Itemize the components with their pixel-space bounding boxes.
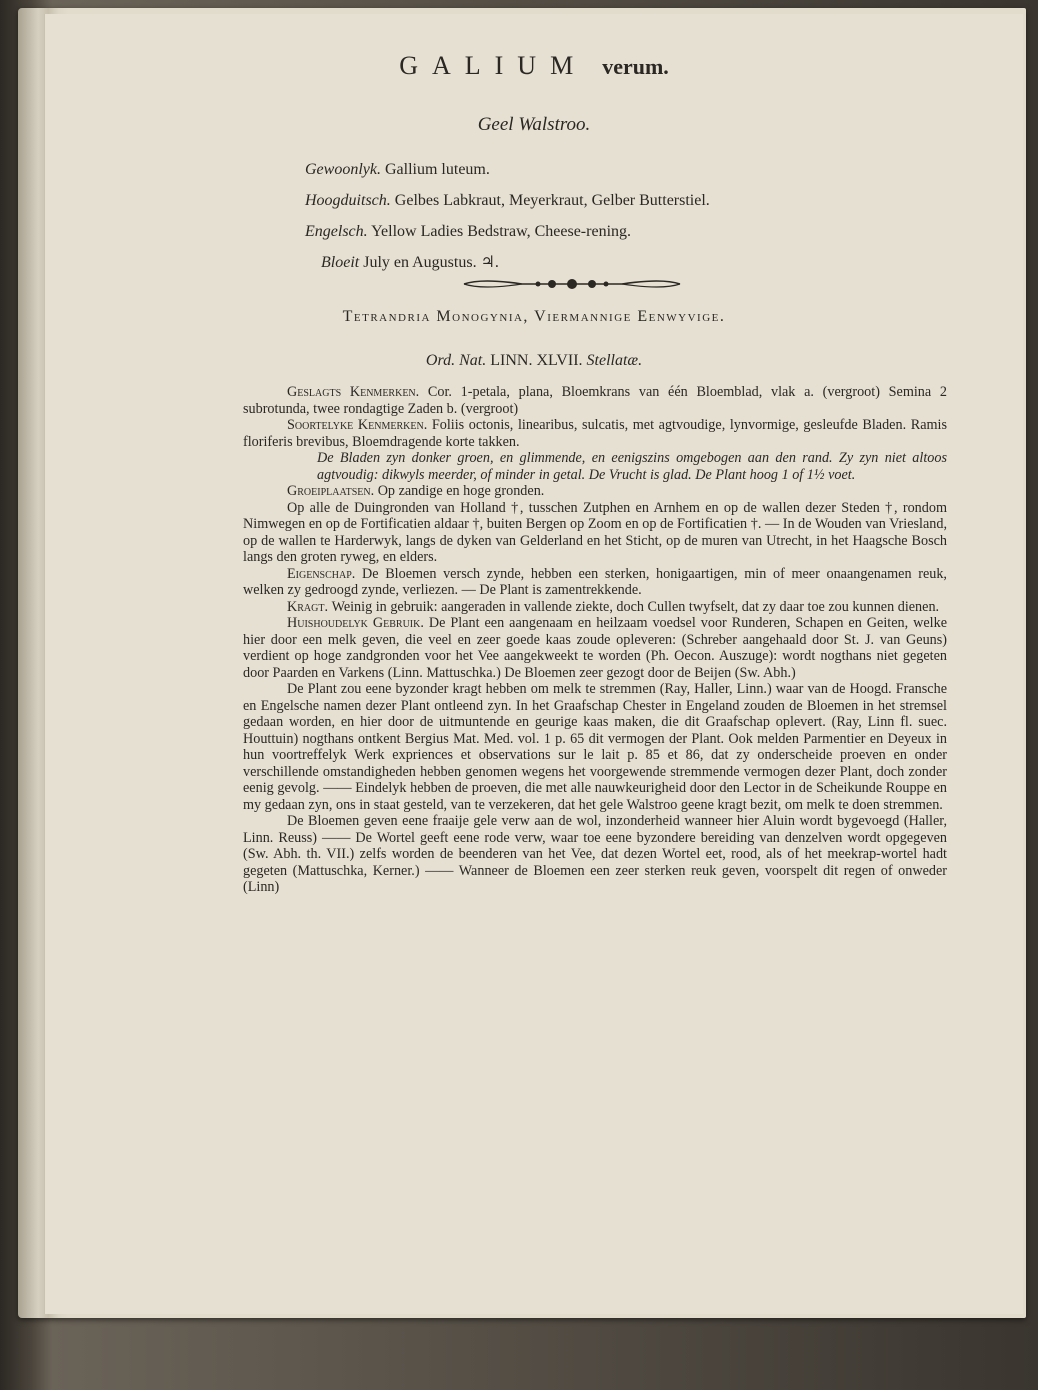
name-row — [305, 185, 710, 216]
body-text — [243, 384, 947, 896]
name-value: Gallium luteum. — [380, 161, 490, 178]
paragraph-lead: Huishoudelyk Gebruik. — [287, 615, 429, 631]
ord-nat-prefix: Ord. Nat. — [425, 352, 487, 369]
name-value: July en Augustus. ♃. — [359, 254, 499, 271]
name-language: Bloeit — [321, 254, 360, 271]
classification: Tetrandria Monogynia, Viermannige Eenwyvige. — [342, 308, 726, 325]
paragraph — [243, 681, 947, 813]
paragraph-text: Cor. 1-petala, plana, Bloemkrans van één Bloemblad, vlak a. (vergroot) Semina 2 subrotunda, twee rondagtige Zaden b. (vergroot) — [243, 384, 947, 417]
genus-name: GALIUM — [399, 51, 588, 80]
paragraph-text: Op alle de Duingronden van Holland †, tusschen Zutphen en Arnhem en op de wallen dezer Steden †, rondom Nimwegen en op de Fortificatien aldaar †, buiten Bergen op Zoom en op de Fortificatien †. — In de Wouden van Vriesland, op de wallen te Harderwyk, langs de dyken van Gelderland en het Sticht, op de muren van Utrecht, in het Haagsche Bosch langs den groten ryweg, en elders. — [243, 499, 947, 565]
book-page — [44, 14, 1023, 1314]
paragraph-text: De Bladen zyn donker groen, en glimmende, en eenigszins omgebogen aan den rand. Zy zyn niet altoos agtvoudig: dikwyls meerder, of minder in getal. De Vrucht is glad. De Plant hoog 1 of 1½ voet. — [317, 450, 947, 483]
paragraph — [243, 384, 947, 417]
paragraph — [243, 500, 947, 566]
paragraph — [243, 566, 947, 599]
paragraph — [243, 615, 947, 681]
paragraph — [243, 417, 947, 450]
name-row — [305, 216, 710, 247]
species-name: verum. — [602, 54, 669, 79]
paragraph — [243, 450, 947, 483]
names-list — [305, 154, 710, 278]
paragraph-lead: Soortelyke Kenmerken. — [287, 417, 432, 433]
ord-nat-linn: LINN. XLVII. — [490, 352, 583, 369]
page-title — [45, 50, 1023, 82]
ord-nat-name: Stellatæ. — [586, 352, 643, 369]
dutch-name: Geel Walstroo. — [477, 114, 591, 135]
name-row — [305, 247, 710, 278]
paragraph-text: Op zandige en hoge gronden. — [377, 483, 545, 499]
paragraph-lead: Eigenschap. — [287, 565, 362, 582]
paragraph-text: De Bloemen versch zynde, hebben een sterken, honigaartigen, min of meer onaangenamen reuk, welken zy gedroogd zynde, verliezen. — De Plant is zamentrekkende. — [243, 565, 947, 598]
paragraph — [243, 813, 947, 896]
paragraph-text: Weinig in gebruik: aangeraden in vallende ziekte, doch Cullen twyfselt, dat zy daar toe zou kunnen dienen. — [331, 598, 940, 615]
paragraph-lead: Kragt. — [287, 598, 332, 615]
name-language: Hoogduitsch. — [305, 192, 391, 209]
paragraph-lead: Geslagts Kenmerken. — [287, 384, 428, 400]
name-language: Engelsch. — [305, 223, 368, 240]
paragraph-text: Foliis octonis, linearibus, sulcatis, met agtvoudige, lynvormige, gesleufde Bladen. Ramis floriferis brevibus, Bloemdragende korte takken. — [243, 417, 947, 450]
paragraph-text: De Bloemen geven eene fraaije gele verw aan de wol, inzonderheid wanneer hier Aluin wordt bygevoegd (Haller, Linn. Reuss) —— De Wortel geeft eene rode verw, waar toe eene byzondere bereiding van denzelven wordt opgegeven (Sw. Abh. th. VII.) zelfs worden de beenderen van het Vee, dat dezen Wortel eet, rood, als of het meekrap-wortel hadt gegeten (Mattuschka, Kerner.) —— Wanneer de Bloemen een zeer sterken reuk geven, voorspelt dit regen of onweder (Linn) — [243, 813, 947, 895]
name-language: Gewoonlyk. — [305, 161, 381, 178]
paragraph-text: De Plant zou eene byzonder kragt hebben om melk te stremmen (Ray, Haller, Linn.) waar van de Hoogd. Fransche en Engelsche namen dezer Plant ontleend zyn. In het Graafschap Chester in Engeland zouden de Bloemen in het stremsel gedaan worden, en hier door de uitmuntende en geurige kaas maken, die dit Graafschap oplevert. (Ray, Linn fl. suec. Houttuin) nogthans ontkent Bergius Mat. Med. vol. 1 p. 65 dit vermogen der Plant. Ook melden Parmentier en Deyeux in hun voortreffelyk Werk expriences et observations sur le lait p. 85 et 86, dat zy onderscheide proeven en onder verschillende omstandigheden hebben genomen wegens het voorgewende stremmende vermogen dezer Plant, doch zonder eenig gevolg. —— Eindelyk hebben de proeven, die met alle nauwkeurigheid door den Lector in de Scheikunde Rouppe en my gedaan zyn, ons in staat gesteld, van te verzekeren, dat het gele Walstroo geene kragt bezit, om melk te doen stremmen. — [243, 681, 947, 813]
name-value: Gelbes Labkraut, Meyerkraut, Gelber Butterstiel. — [390, 192, 710, 209]
paragraph-text: De Plant een aangenaam en heilzaam voedsel voor Runderen, Schapen en Geiten, welke hier door een melk geven, die veel en zeer goede kaas zoude opleveren: (Schreber aangehaald door St. J. van Geuns) verdient op hoge zandgronden voor het Vee aangekweekt te worden (Ph. Oecon. Auszuge): wordt nogthans niet gegeten door Paarden en Varkens (Linn. Mattuschka.) De Bloemen zeer gezogt door de Beijen (Sw. Abh.) — [243, 615, 948, 681]
paragraph — [243, 483, 947, 500]
name-value: Yellow Ladies Bedstraw, Cheese-rening. — [367, 223, 632, 240]
paragraph — [243, 599, 947, 616]
paragraph-lead: Groeiplaatsen. — [287, 483, 378, 499]
ord-nat — [45, 352, 1023, 370]
ornament-divider — [462, 276, 682, 292]
name-row — [305, 154, 710, 185]
